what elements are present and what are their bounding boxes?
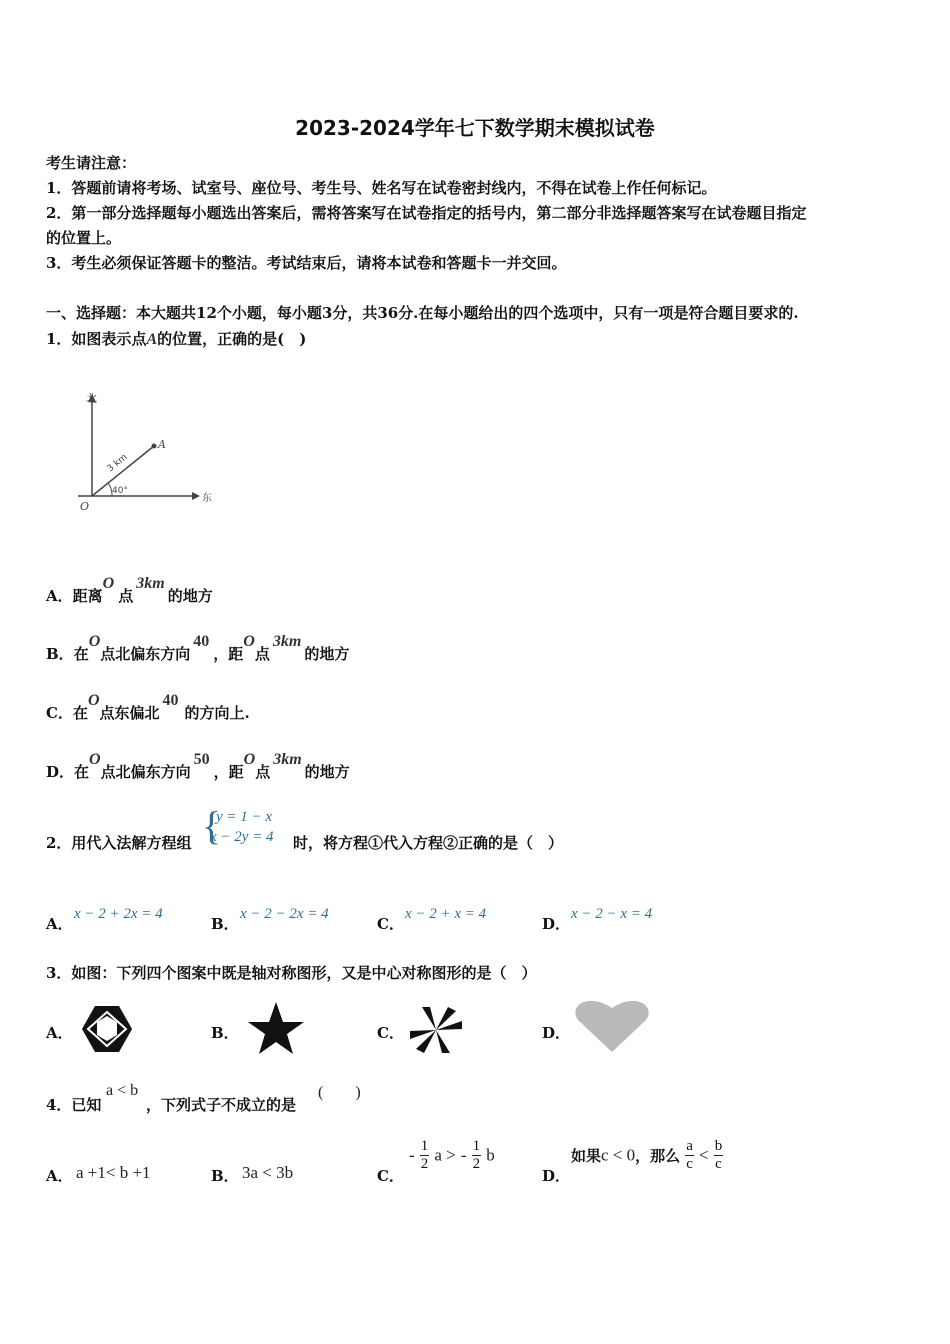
option-text: 点北偏东方向 <box>100 763 191 781</box>
option-text: 的地方 <box>167 587 213 605</box>
fraction-b-over-c <box>714 1138 724 1173</box>
q2-option-b-label[interactable]: B． <box>211 915 239 933</box>
q2-option-a-label[interactable]: A． <box>46 915 73 933</box>
point-o: O <box>88 633 101 650</box>
option-text: 点 <box>254 645 270 663</box>
distance-value: 3km <box>273 751 302 768</box>
q3-option-d-heart-figure[interactable] <box>574 998 650 1054</box>
q3-option-c-pinwheel-figure[interactable] <box>408 1005 464 1055</box>
q4-option-a-expr[interactable]: a +1< b +1 <box>76 1163 151 1182</box>
option-text: ，距 <box>213 763 244 781</box>
q2-option-b-expr[interactable]: x − 2 − 2x = 4 <box>240 906 329 922</box>
point-o: O <box>243 751 256 768</box>
origin-label: O <box>80 500 90 513</box>
q1-stem-post: 的位置，正确的是( ) <box>157 330 307 348</box>
point-a-label: A <box>158 438 166 451</box>
angle-label: 40° <box>112 486 128 496</box>
q4-option-d-label[interactable]: D． <box>542 1167 571 1185</box>
fraction-denominator: c <box>686 1156 693 1172</box>
q2-option-c-label[interactable]: C． <box>377 915 404 933</box>
q2-option-c-expr[interactable]: x − 2 + x = 4 <box>405 906 487 922</box>
q1-stem <box>46 328 306 349</box>
q1-option-a[interactable] <box>46 575 213 606</box>
distance-label: 3 km <box>105 452 130 475</box>
minus-sign: - <box>460 1145 467 1165</box>
q4-option-b-expr[interactable]: 3a < 3b <box>242 1163 294 1182</box>
q2-stem-pre: 2．用代入法解方程组 <box>46 834 192 852</box>
option-text: ，距 <box>213 645 244 663</box>
q3-option-a-label[interactable]: A． <box>46 1024 73 1042</box>
notice-heading: 考生请注意： <box>46 154 137 172</box>
point-o: O <box>102 575 115 592</box>
q3-option-a-hexagon-figure[interactable] <box>80 1004 134 1054</box>
option-text: 的地方 <box>304 645 350 663</box>
fraction-one-half <box>472 1138 482 1173</box>
option-label: D． <box>46 763 75 781</box>
option-text: 在 <box>73 645 89 663</box>
distance-value: 3km <box>272 633 302 650</box>
option-text: ，那么 <box>635 1147 681 1165</box>
system-brace: { <box>202 803 222 848</box>
q4-stem-pre: 4．已知 <box>46 1096 102 1114</box>
fraction-a-over-c <box>685 1138 694 1173</box>
notice-item-1: 1．答题前请将考场、试室号、座位号、考生号、姓名写在试卷密封线内，不得在试卷上作任何标记。 <box>46 179 717 197</box>
q2-option-d-expr[interactable]: x − 2 − x = 4 <box>571 906 653 922</box>
page-title: 2023-2024学年七下数学期末模拟试卷 <box>295 116 655 140</box>
option-text: 在 <box>74 763 90 781</box>
notice-item-2-cont: 的位置上。 <box>46 229 122 247</box>
point-o: O <box>243 633 255 650</box>
angle-value: 40 <box>193 633 210 650</box>
less-than-sign: < <box>699 1145 709 1165</box>
section-heading: 一、选择题：本大题共12个小题，每小题3分，共36分.在每小题给出的四个选项中，只有一项是符合题目要求的. <box>46 304 799 322</box>
option-text: 点 <box>255 763 271 781</box>
option-text: 点 <box>118 587 134 605</box>
q1-option-c[interactable] <box>46 692 250 723</box>
option-text: 的地方 <box>304 763 350 781</box>
fraction-numerator: a <box>686 1138 693 1154</box>
q4-answer-paren: ( ) <box>318 1084 361 1101</box>
option-text: 距离 <box>72 587 103 605</box>
option-label: C． <box>46 704 73 722</box>
distance-value: 3km <box>136 575 165 592</box>
q4-option-c-label[interactable]: C． <box>377 1167 404 1185</box>
fraction-denominator: 2 <box>420 1156 429 1172</box>
east-arrowhead <box>192 492 200 500</box>
north-label: 北 <box>86 392 97 405</box>
q4-option-d-expr[interactable] <box>571 1138 723 1173</box>
q1-direction-figure <box>70 388 220 518</box>
point-o: O <box>89 751 101 768</box>
q2-equation-2: x − 2y = 4 <box>210 829 274 845</box>
option-text: 点北偏东方向 <box>100 645 191 663</box>
notice-item-3: 3．考生必须保证答题卡的整洁。考试结束后，请将本试卷和答题卡一并交回。 <box>46 254 567 272</box>
q2-option-a-expr[interactable]: x − 2 + 2x = 4 <box>74 906 163 922</box>
fraction-denominator: c <box>715 1156 722 1172</box>
q1-stem-pre: 1．如图表示点 <box>46 330 147 348</box>
point-a-dot <box>152 444 157 449</box>
q3-option-b-label[interactable]: B． <box>211 1024 239 1042</box>
notice-item-2: 2．第一部分选择题每小题选出答案后，需将答案写在试卷指定的括号内，第二部分非选择题答案写在试卷题目指定 <box>46 204 807 222</box>
condition: c < 0 <box>601 1145 636 1165</box>
fraction-numerator: 1 <box>420 1138 429 1154</box>
fraction-denominator: 2 <box>472 1156 481 1172</box>
q1-point-label: A <box>146 331 158 348</box>
q4-option-b-label[interactable]: B． <box>211 1167 239 1185</box>
option-text: 的方向上. <box>184 704 250 722</box>
q2-stem-post: 时，将方程①代入方程②正确的是（ ） <box>293 834 564 852</box>
angle-value: 50 <box>193 751 210 768</box>
term-a: a > <box>434 1145 456 1165</box>
option-label: A． <box>46 587 73 605</box>
q4-condition: a < b <box>106 1082 139 1099</box>
q1-option-b[interactable] <box>46 633 350 664</box>
term-b: b <box>486 1145 495 1165</box>
fraction-numerator: b <box>714 1138 723 1154</box>
q3-stem: 3．如图：下列四个图案中既是轴对称图形，又是中心对称图形的是（ ） <box>46 964 537 982</box>
q4-option-a-label[interactable]: A． <box>46 1167 73 1185</box>
option-text: 如果 <box>571 1147 602 1165</box>
east-label: 东 <box>202 493 212 504</box>
fraction-one-half <box>420 1138 430 1173</box>
minus-sign: - <box>409 1145 415 1165</box>
q4-option-c-expr[interactable] <box>409 1138 495 1173</box>
angle-value: 40 <box>162 692 179 709</box>
fraction-numerator: 1 <box>472 1138 481 1154</box>
q2-equation-1: y = 1 − x <box>216 809 273 825</box>
q4-stem-mid: ，下列式子不成立的是 <box>146 1096 297 1114</box>
q3-option-c-label[interactable]: C． <box>377 1024 404 1042</box>
q3-option-b-star-figure[interactable] <box>246 1001 306 1055</box>
q2-option-d-label[interactable]: D． <box>542 915 571 933</box>
option-label: B． <box>46 645 74 663</box>
option-text: 在 <box>72 704 88 722</box>
point-o: O <box>87 692 100 709</box>
q3-option-d-label[interactable]: D． <box>542 1024 571 1042</box>
option-text: 点东偏北 <box>99 704 160 722</box>
q1-option-d[interactable] <box>46 751 350 782</box>
